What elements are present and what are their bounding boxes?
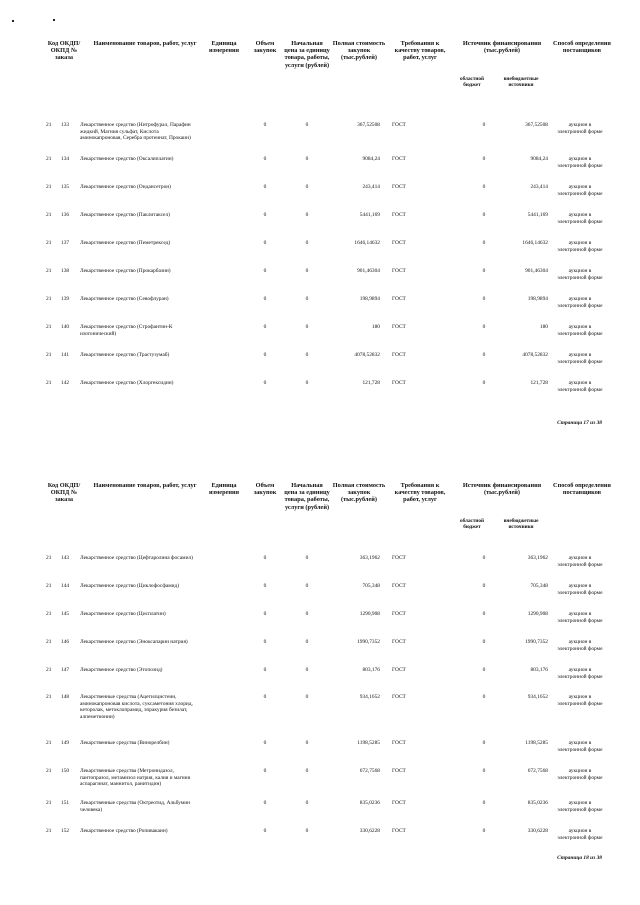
header-unit: Единица измерения bbox=[208, 40, 240, 55]
row-id: 139 bbox=[61, 296, 70, 302]
row-number: 21 bbox=[46, 212, 52, 218]
header-source-extra: внебюджетные источники bbox=[503, 518, 539, 530]
volume-value: 0 bbox=[263, 296, 267, 302]
procurement-method: аукцион в электронной форме bbox=[557, 639, 603, 652]
row-id: 146 bbox=[61, 639, 70, 645]
requirements-value: ГОСТ bbox=[392, 156, 406, 162]
price-value: 0 bbox=[305, 740, 309, 746]
regional-budget-value: 0 bbox=[482, 768, 486, 774]
page-footer: Страница 17 из 38 bbox=[557, 420, 602, 426]
total-value: 901,46304 bbox=[357, 268, 380, 274]
price-value: 0 bbox=[305, 324, 309, 330]
regional-budget-value: 0 bbox=[482, 122, 486, 128]
procurement-method: аукцион в электронной форме bbox=[557, 156, 603, 169]
volume-value: 0 bbox=[263, 212, 267, 218]
regional-budget-value: 0 bbox=[482, 583, 486, 589]
procurement-method: аукцион в электронной форме bbox=[557, 768, 603, 781]
item-name: Лекарственное средство (Эноксапарин натрия) bbox=[80, 639, 188, 645]
volume-value: 0 bbox=[263, 694, 267, 700]
regional-budget-value: 0 bbox=[482, 740, 486, 746]
row-id: 147 bbox=[61, 667, 70, 673]
regional-budget-value: 0 bbox=[482, 667, 486, 673]
row-id: 149 bbox=[61, 740, 70, 746]
volume-value: 0 bbox=[263, 380, 267, 386]
item-name: Лекарственное средство (Нитрофурал, Парафин жидкий, Магния сульфат, Кислота аминокапроновая, Серебра протеинат, Прокаин) bbox=[80, 122, 191, 142]
header-source: Источник финансирования (тыс.рублей) bbox=[462, 482, 542, 497]
header-name: Наименование товаров, работ, услуг bbox=[93, 482, 197, 489]
row-number: 21 bbox=[46, 740, 52, 746]
total-value: 803,176 bbox=[362, 667, 380, 673]
extra-budget-value: 330,6228 bbox=[527, 828, 548, 834]
extra-budget-value: 4078,52832 bbox=[522, 352, 548, 358]
total-value: 1198,5285 bbox=[357, 740, 380, 746]
item-name: Лекарственное средство (Паклитаксел) bbox=[80, 212, 170, 218]
volume-value: 0 bbox=[263, 184, 267, 190]
row-number: 21 bbox=[46, 268, 52, 274]
row-number: 21 bbox=[46, 667, 52, 673]
regional-budget-value: 0 bbox=[482, 800, 486, 806]
extra-budget-value: 243,414 bbox=[530, 184, 548, 190]
row-id: 134 bbox=[61, 156, 70, 162]
header-total: Полная стоимость закупок (тыс.рублей) bbox=[332, 40, 386, 62]
item-name: Лекарственное средство (Цисплатин) bbox=[80, 611, 166, 617]
total-value: 121,728 bbox=[362, 380, 380, 386]
total-value: 180 bbox=[371, 324, 380, 330]
row-number: 21 bbox=[46, 296, 52, 302]
header-source-regional: областной бюджет bbox=[460, 518, 484, 530]
item-name: Лекарственное средство (Циклофосфамид) bbox=[80, 583, 180, 589]
extra-budget-value: 9084,24 bbox=[530, 156, 548, 162]
requirements-value: ГОСТ bbox=[392, 828, 406, 834]
volume-value: 0 bbox=[263, 583, 267, 589]
procurement-method: аукцион в электронной форме bbox=[557, 122, 603, 135]
header-method: Способ определения поставщиков bbox=[553, 482, 611, 497]
page-footer: Страница 18 из 38 bbox=[557, 855, 602, 861]
row-id: 142 bbox=[61, 380, 70, 386]
extra-budget-value: 363,1962 bbox=[527, 555, 548, 561]
price-value: 0 bbox=[305, 611, 309, 617]
extra-budget-value: 1290,908 bbox=[527, 611, 548, 617]
price-value: 0 bbox=[305, 240, 309, 246]
regional-budget-value: 0 bbox=[482, 240, 486, 246]
row-id: 143 bbox=[61, 555, 70, 561]
row-number: 21 bbox=[46, 240, 52, 246]
price-value: 0 bbox=[305, 156, 309, 162]
price-value: 0 bbox=[305, 800, 309, 806]
item-name: Лекарственное средство (Этопозид) bbox=[80, 667, 163, 673]
header-volume: Объем закупок bbox=[253, 40, 277, 55]
regional-budget-value: 0 bbox=[482, 352, 486, 358]
volume-value: 0 bbox=[263, 828, 267, 834]
regional-budget-value: 0 bbox=[482, 828, 486, 834]
price-value: 0 bbox=[305, 667, 309, 673]
header-price: Начальная цена за единицу товара, работы, услуги (рублей) bbox=[284, 482, 330, 511]
price-value: 0 bbox=[305, 380, 309, 386]
procurement-method: аукцион в электронной форме bbox=[557, 184, 603, 197]
row-id: 148 bbox=[61, 694, 70, 700]
row-number: 21 bbox=[46, 639, 52, 645]
item-name: Лекарственное средство (Прокарбазин) bbox=[80, 268, 171, 274]
row-number: 21 bbox=[46, 611, 52, 617]
total-value: 835,0236 bbox=[359, 800, 380, 806]
extra-budget-value: 1646,14632 bbox=[522, 240, 548, 246]
row-id: 140 bbox=[61, 324, 70, 330]
row-number: 21 bbox=[46, 156, 52, 162]
volume-value: 0 bbox=[263, 768, 267, 774]
item-name: Лекарственное средство (Трастузумаб) bbox=[80, 352, 170, 358]
price-value: 0 bbox=[305, 694, 309, 700]
row-number: 21 bbox=[46, 828, 52, 834]
extra-budget-value: 901,46304 bbox=[525, 268, 548, 274]
header-price: Начальная цена за единицу товара, работы, услуги (рублей) bbox=[284, 40, 330, 69]
volume-value: 0 bbox=[263, 800, 267, 806]
volume-value: 0 bbox=[263, 352, 267, 358]
requirements-value: ГОСТ bbox=[392, 296, 406, 302]
extra-budget-value: 5441,169 bbox=[527, 212, 548, 218]
total-value: 5441,169 bbox=[359, 212, 380, 218]
total-value: 330,6228 bbox=[359, 828, 380, 834]
total-value: 9084,24 bbox=[362, 156, 380, 162]
header-source-regional: областной бюджет bbox=[460, 76, 484, 88]
header-volume: Объем закупок bbox=[253, 482, 277, 497]
extra-budget-value: 367,52508 bbox=[525, 122, 548, 128]
regional-budget-value: 0 bbox=[482, 268, 486, 274]
procurement-method: аукцион в электронной форме bbox=[557, 212, 603, 225]
volume-value: 0 bbox=[263, 268, 267, 274]
row-id: 152 bbox=[61, 828, 70, 834]
extra-budget-value: 1198,5285 bbox=[525, 740, 548, 746]
total-value: 705,348 bbox=[362, 583, 380, 589]
procurement-method: аукцион в электронной форме bbox=[557, 352, 603, 365]
row-number: 21 bbox=[46, 324, 52, 330]
volume-value: 0 bbox=[263, 740, 267, 746]
item-name: Лекарственные средства (Ацетилцистеин, аминокапроновая кислота, суксаметония хлорид, кеторолак, метоклопрамид, эпракурия безилат, алпеметионин) bbox=[80, 694, 193, 720]
price-value: 0 bbox=[305, 296, 309, 302]
total-value: 198,9894 bbox=[359, 296, 380, 302]
extra-budget-value: 934,1652 bbox=[527, 694, 548, 700]
item-name: Лекарственные средства (Метронидазол, пантопразол, метамизол натрия, калия и магния аспарагинат, маннитол, ранитидин) bbox=[80, 768, 191, 788]
item-name: Лекарственное средство (Ондансетрон) bbox=[80, 184, 171, 190]
row-number: 21 bbox=[46, 122, 52, 128]
regional-budget-value: 0 bbox=[482, 156, 486, 162]
header-source-extra: внебюджетные источники bbox=[503, 76, 539, 88]
volume-value: 0 bbox=[263, 156, 267, 162]
volume-value: 0 bbox=[263, 324, 267, 330]
volume-value: 0 bbox=[263, 122, 267, 128]
regional-budget-value: 0 bbox=[482, 324, 486, 330]
total-value: 934,1652 bbox=[359, 694, 380, 700]
extra-budget-value: 803,176 bbox=[530, 667, 548, 673]
item-name: Лекарственное средство (Хлоргексидин) bbox=[80, 380, 174, 386]
procurement-method: аукцион в электронной форме bbox=[557, 828, 603, 841]
header-source: Источник финансирования (тыс.рублей) bbox=[462, 40, 542, 55]
extra-budget-value: 705,348 bbox=[530, 583, 548, 589]
requirements-value: ГОСТ bbox=[392, 740, 406, 746]
procurement-method: аукцион в электронной форме bbox=[557, 740, 603, 753]
header-method: Способ определения поставщиков bbox=[553, 40, 611, 55]
requirements-value: ГОСТ bbox=[392, 212, 406, 218]
regional-budget-value: 0 bbox=[482, 380, 486, 386]
procurement-method: аукцион в электронной форме bbox=[557, 800, 603, 813]
total-value: 243,414 bbox=[362, 184, 380, 190]
price-value: 0 bbox=[305, 268, 309, 274]
regional-budget-value: 0 bbox=[482, 296, 486, 302]
procurement-method: аукцион в электронной форме bbox=[557, 380, 603, 393]
row-id: 136 bbox=[61, 212, 70, 218]
item-name: Лекарственные средства (Октреотид, Альбумин человека) bbox=[80, 800, 190, 813]
price-value: 0 bbox=[305, 122, 309, 128]
volume-value: 0 bbox=[263, 667, 267, 673]
row-number: 21 bbox=[46, 380, 52, 386]
row-id: 138 bbox=[61, 268, 70, 274]
requirements-value: ГОСТ bbox=[392, 611, 406, 617]
row-number: 21 bbox=[46, 352, 52, 358]
requirements-value: ГОСТ bbox=[392, 240, 406, 246]
volume-value: 0 bbox=[263, 611, 267, 617]
requirements-value: ГОСТ bbox=[392, 768, 406, 774]
volume-value: 0 bbox=[263, 639, 267, 645]
price-value: 0 bbox=[305, 768, 309, 774]
price-value: 0 bbox=[305, 352, 309, 358]
item-name: Лекарственное средство (Пеметрексед) bbox=[80, 240, 171, 246]
price-value: 0 bbox=[305, 828, 309, 834]
volume-value: 0 bbox=[263, 240, 267, 246]
procurement-method: аукцион в электронной форме bbox=[557, 583, 603, 596]
extra-budget-value: 835,0236 bbox=[527, 800, 548, 806]
scan-dot bbox=[12, 20, 14, 22]
regional-budget-value: 0 bbox=[482, 611, 486, 617]
item-name: Лекарственное средство (Оксалиплатин) bbox=[80, 156, 174, 162]
header-requirements: Требования к качеству товаров, работ, услуг bbox=[394, 40, 446, 62]
header-requirements: Требования к качеству товаров, работ, услуг bbox=[394, 482, 446, 504]
row-id: 141 bbox=[61, 352, 70, 358]
row-id: 135 bbox=[61, 184, 70, 190]
header-total: Полная стоимость закупок (тыс.рублей) bbox=[332, 482, 386, 504]
procurement-method: аукцион в электронной форме bbox=[557, 324, 603, 337]
row-number: 21 bbox=[46, 555, 52, 561]
extra-budget-value: 180 bbox=[539, 324, 548, 330]
total-value: 1646,14632 bbox=[354, 240, 380, 246]
price-value: 0 bbox=[305, 184, 309, 190]
requirements-value: ГОСТ bbox=[392, 639, 406, 645]
volume-value: 0 bbox=[263, 555, 267, 561]
requirements-value: ГОСТ bbox=[392, 352, 406, 358]
row-id: 145 bbox=[61, 611, 70, 617]
requirements-value: ГОСТ bbox=[392, 122, 406, 128]
requirements-value: ГОСТ bbox=[392, 694, 406, 700]
row-number: 21 bbox=[46, 800, 52, 806]
requirements-value: ГОСТ bbox=[392, 380, 406, 386]
procurement-method: аукцион в электронной форме bbox=[557, 268, 603, 281]
row-number: 21 bbox=[46, 184, 52, 190]
extra-budget-value: 121,728 bbox=[530, 380, 548, 386]
item-name: Лекарственное средство (Севофлуран) bbox=[80, 296, 169, 302]
requirements-value: ГОСТ bbox=[392, 324, 406, 330]
regional-budget-value: 0 bbox=[482, 555, 486, 561]
regional-budget-value: 0 bbox=[482, 639, 486, 645]
row-number: 21 bbox=[46, 694, 52, 700]
row-id: 133 bbox=[61, 122, 70, 128]
requirements-value: ГОСТ bbox=[392, 555, 406, 561]
total-value: 367,52508 bbox=[357, 122, 380, 128]
regional-budget-value: 0 bbox=[482, 694, 486, 700]
row-number: 21 bbox=[46, 768, 52, 774]
procurement-method: аукцион в электронной форме bbox=[557, 555, 603, 568]
price-value: 0 bbox=[305, 639, 309, 645]
requirements-value: ГОСТ bbox=[392, 184, 406, 190]
requirements-value: ГОСТ bbox=[392, 800, 406, 806]
price-value: 0 bbox=[305, 555, 309, 561]
extra-budget-value: 672,7568 bbox=[527, 768, 548, 774]
total-value: 363,1962 bbox=[359, 555, 380, 561]
header-code: Код ОКДП/ ОКПД № заказа bbox=[47, 40, 81, 62]
item-name: Лекарственное средство (Строфантин-К изотонический) bbox=[80, 324, 173, 337]
item-name: Лекарственные средства (Винорелбин) bbox=[80, 740, 170, 746]
extra-budget-value: 1990,7352 bbox=[525, 639, 548, 645]
header-code: Код ОКДП/ ОКПД № заказа bbox=[47, 482, 81, 504]
total-value: 1290,908 bbox=[359, 611, 380, 617]
price-value: 0 bbox=[305, 212, 309, 218]
price-value: 0 bbox=[305, 583, 309, 589]
procurement-method: аукцион в электронной форме bbox=[557, 694, 603, 707]
requirements-value: ГОСТ bbox=[392, 583, 406, 589]
item-name: Лекарственное средство (Ропивакаин) bbox=[80, 828, 168, 834]
requirements-value: ГОСТ bbox=[392, 268, 406, 274]
procurement-method: аукцион в электронной форме bbox=[557, 611, 603, 624]
total-value: 1990,7352 bbox=[357, 639, 380, 645]
row-id: 151 bbox=[61, 800, 70, 806]
header-unit: Единица измерения bbox=[208, 482, 240, 497]
item-name: Лекарственное средство (Цефтаролина фосамил) bbox=[80, 555, 193, 561]
requirements-value: ГОСТ bbox=[392, 667, 406, 673]
row-id: 137 bbox=[61, 240, 70, 246]
procurement-method: аукцион в электронной форме bbox=[557, 240, 603, 253]
regional-budget-value: 0 bbox=[482, 184, 486, 190]
procurement-method: аукцион в электронной форме bbox=[557, 667, 603, 680]
header-name: Наименование товаров, работ, услуг bbox=[93, 40, 197, 47]
total-value: 672,7568 bbox=[359, 768, 380, 774]
row-id: 144 bbox=[61, 583, 70, 589]
total-value: 4078,52832 bbox=[354, 352, 380, 358]
extra-budget-value: 198,9894 bbox=[527, 296, 548, 302]
row-number: 21 bbox=[46, 583, 52, 589]
procurement-method: аукцион в электронной форме bbox=[557, 296, 603, 309]
scan-dot bbox=[53, 19, 55, 21]
regional-budget-value: 0 bbox=[482, 212, 486, 218]
row-id: 150 bbox=[61, 768, 70, 774]
